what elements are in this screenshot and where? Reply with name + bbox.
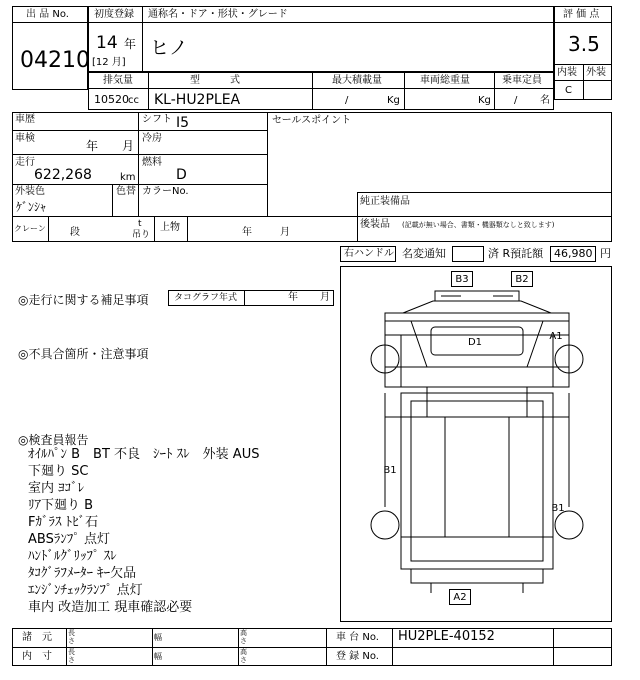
- name-label: 通称名・ドア・形状・グレード: [148, 9, 288, 20]
- mileage-unit: km: [120, 172, 136, 183]
- lot-no-label: 出 品 No.: [26, 9, 69, 20]
- max-load-value: /: [345, 95, 349, 106]
- max-load-label: 最大積載量: [332, 75, 382, 86]
- displacement: 10520: [94, 93, 129, 106]
- capacity-label: 乗車定員: [502, 75, 542, 86]
- damage-mark-d1: D1: [467, 337, 483, 348]
- length-label: 長さ: [68, 629, 75, 645]
- inspector-line: ﾘｱ下廻り B: [28, 498, 94, 513]
- color-no-label: カラーNo.: [142, 186, 189, 197]
- inspector-line: ｵｲﾙﾊﾟﾝ B BT 不良 ｼｰﾄ ｽﾚ 外装 AUS: [28, 447, 260, 462]
- mounted-label: 上物: [160, 222, 180, 233]
- first-reg-label: 初度登録: [94, 9, 134, 20]
- interior-dims-label: 内 寸: [22, 651, 52, 662]
- shift-value: I5: [176, 115, 190, 131]
- crane-hoist-label: 吊り: [132, 230, 151, 240]
- score-value: 3.5: [568, 32, 600, 56]
- sales-point-label: セールスポイント: [272, 115, 352, 126]
- length-label-2: 長さ: [68, 648, 75, 664]
- aftermarket-label: 後装品: [360, 219, 390, 230]
- inspector-line: ｴﾝｼﾞﾝﾁｪｯｸﾗﾝﾌﾟ 点灯: [28, 583, 143, 598]
- mileage-label: 走行: [15, 157, 35, 168]
- capacity-value: /: [514, 95, 518, 106]
- inspection-label: 車検: [15, 133, 35, 144]
- tachograph-month-unit: 月: [320, 292, 330, 303]
- driving-notes-label: ◎走行に関する補足事項: [18, 293, 149, 307]
- truck-outline: [341, 267, 611, 621]
- name-change-label: 名変通知: [402, 247, 446, 260]
- recycle-unit: 円: [600, 247, 611, 260]
- interior-grade: C: [565, 85, 572, 96]
- color-change-label: 色替: [116, 186, 136, 197]
- fuel-label: 燃料: [142, 157, 162, 168]
- inspection-month-unit: 月: [122, 139, 135, 153]
- inspector-report-label: ◎検査員報告: [18, 433, 89, 447]
- inspector-line: ABSﾗﾝﾌﾟ 点灯: [28, 532, 110, 547]
- mileage: 622,268: [34, 167, 92, 183]
- model-code: KL-HU2PLEA: [154, 92, 241, 108]
- inspector-line: ﾊﾝﾄﾞﾙｸﾞﾘｯﾌﾟ ｽﾚ: [28, 549, 117, 564]
- vehicle-diagram: [340, 266, 612, 622]
- exterior-label: 外装: [586, 67, 606, 78]
- crane-label: クレーン: [14, 224, 46, 233]
- aftermarket-note: (記載が無い場合、書類・機器類なしと致します): [402, 221, 555, 229]
- recycle-label: 済 R預託額: [488, 247, 544, 260]
- crane-hoist-unit: t: [138, 219, 142, 229]
- tachograph-label: タコグラフ年式: [174, 293, 238, 303]
- recycle-amount: 46,980: [554, 247, 593, 260]
- mounted-year-unit: 年: [242, 227, 252, 238]
- reg-no-label: 登 録 No.: [336, 651, 379, 662]
- damage-mark-a2: A2: [449, 589, 471, 605]
- shift-label: シフト: [142, 114, 172, 125]
- damage-mark-b1-right: B1: [551, 503, 565, 514]
- ext-color-value: ｹﾞﾝｼｬ: [16, 200, 47, 214]
- width-label: 幅: [154, 633, 162, 642]
- inspector-line: Fｶﾞﾗｽ ﾄﾋﾞ石: [28, 515, 99, 530]
- inspection-year-unit: 年: [86, 139, 99, 153]
- lot-no: 04210: [20, 48, 90, 73]
- inspector-lines: [28, 446, 259, 616]
- displacement-unit: cc: [128, 95, 139, 106]
- inspector-line: ﾀｺｸﾞﾗﾌﾒｰﾀｰ ｷｰ欠品: [28, 566, 137, 581]
- width-label-2: 幅: [154, 652, 162, 661]
- ext-color-label: 外装色: [15, 186, 45, 197]
- score-label: 評 価 点: [563, 9, 600, 20]
- model-label: 型 式: [190, 75, 240, 86]
- reg-month: [12 月]: [92, 57, 126, 68]
- genuine-equipment-label: 純正装備品: [360, 196, 410, 207]
- gross-weight-unit: Kg: [478, 95, 491, 106]
- damage-mark-a1: A1: [549, 331, 563, 342]
- capacity-unit: 名: [540, 95, 550, 106]
- defects-label: ◎不具合箇所・注意事項: [18, 347, 149, 361]
- reg-year: 14: [96, 33, 118, 53]
- inspector-line: 下廻り SC: [28, 464, 89, 479]
- inspector-line: 車内 改造加工 現車確認必要: [28, 600, 193, 615]
- displacement-label: 排気量: [103, 75, 133, 86]
- history-label: 車歴: [15, 114, 35, 125]
- tachograph-year-unit: 年: [288, 292, 298, 303]
- car-name: ヒノ: [150, 37, 188, 59]
- chassis-no: HU2PLE-40152: [398, 629, 495, 644]
- reg-year-unit: 年: [124, 37, 137, 51]
- name-change-box: [452, 246, 484, 262]
- crane-stage-unit: 段: [70, 227, 80, 238]
- mounted-month-unit: 月: [280, 227, 290, 238]
- max-load-unit: Kg: [387, 95, 400, 106]
- steering-value: 右ハンドル: [344, 248, 394, 259]
- damage-mark-b1-left: B1: [383, 465, 397, 476]
- dims-label: 諸 元: [22, 632, 52, 643]
- ac-label: 冷房: [142, 133, 162, 144]
- height-label-2: 高さ: [240, 648, 247, 664]
- gross-weight-label: 車両総重量: [420, 75, 470, 86]
- height-label: 高さ: [240, 629, 247, 645]
- damage-mark-b2: B2: [511, 271, 533, 287]
- interior-label: 内装: [557, 67, 577, 78]
- chassis-no-label: 車 台 No.: [336, 632, 379, 643]
- inspector-line: 室内 ﾖｺﾞﾚ: [28, 481, 85, 496]
- damage-mark-b3: B3: [451, 271, 473, 287]
- fuel-value: D: [176, 167, 187, 183]
